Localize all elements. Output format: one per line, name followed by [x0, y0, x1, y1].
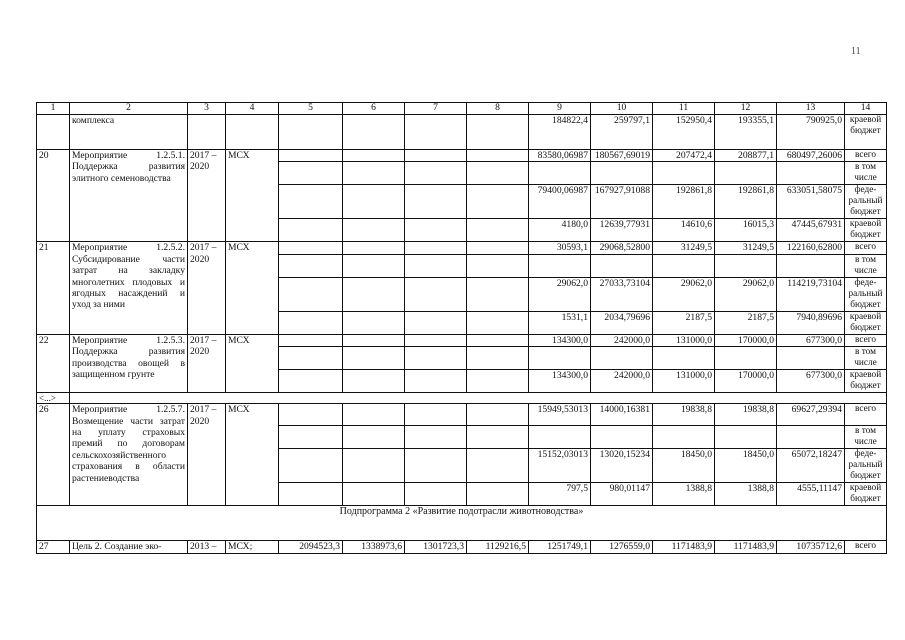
value-cell: 29062,0: [715, 277, 777, 311]
value-cell: 65072,18247: [777, 449, 845, 483]
value-cell: [529, 254, 591, 277]
header-cell: 11: [653, 103, 715, 115]
value-cell: 134300,0: [529, 370, 591, 393]
value-cell: 30593,1: [529, 242, 591, 254]
value-cell: 2187,5: [653, 311, 715, 334]
row-number: 20: [37, 150, 70, 242]
row-number: 26: [37, 404, 70, 506]
period-cell: 2017 – 2020: [188, 334, 226, 392]
header-cell: 7: [405, 103, 467, 115]
value-cell: 170000,0: [715, 370, 777, 393]
value-cell: [653, 162, 715, 185]
value-cell: 83580,06987: [529, 150, 591, 162]
value-cell: 1276559,0: [591, 541, 653, 553]
value-cell: 184822,4: [529, 115, 591, 150]
value-cell: 7940,89696: [777, 311, 845, 334]
budget-type: краевой бюджет: [845, 370, 887, 393]
value-cell: 1531,1: [529, 311, 591, 334]
value-cell: 122160,62800: [777, 242, 845, 254]
value-cell: 29062,0: [653, 277, 715, 311]
value-cell: 2094523,3: [279, 541, 343, 553]
header-cell: 12: [715, 103, 777, 115]
header-cell: 1: [37, 103, 70, 115]
value-cell: [715, 162, 777, 185]
subprogram-title: Подпрограмма 2 «Развитие подотрасли животноводства»: [37, 506, 887, 541]
value-cell: 134300,0: [529, 334, 591, 346]
header-row: [37, 103, 887, 115]
value-cell: 1171483,9: [715, 541, 777, 553]
value-cell: 4180,0: [529, 219, 591, 242]
value-cell: 27033,73104: [591, 277, 653, 311]
header-cell: 8: [467, 103, 529, 115]
budget-type: феде- ральный бюджет: [845, 185, 887, 219]
value-cell: 193355,1: [715, 115, 777, 150]
budget-type: в том числе: [845, 426, 887, 449]
value-cell: [591, 162, 653, 185]
value-cell: 207472,4: [653, 150, 715, 162]
budget-type: краевой бюджет: [845, 311, 887, 334]
header-cell: 13: [777, 103, 845, 115]
value-cell: 980,01147: [591, 483, 653, 506]
value-cell: 29068,52800: [591, 242, 653, 254]
activity-description: Мероприятие 1.2.5.1. Поддержка развития элитного семеноводства: [70, 150, 188, 242]
budget-type: всего: [845, 404, 887, 426]
header-cell: 5: [279, 103, 343, 115]
value-cell: 79400,06987: [529, 185, 591, 219]
period-cell: 2017 – 2020: [188, 242, 226, 334]
value-cell: 4555,11147: [777, 483, 845, 506]
budget-type: краевой бюджет: [845, 483, 887, 506]
value-cell: 14610,6: [653, 219, 715, 242]
value-cell: 180567,69019: [591, 150, 653, 162]
executor-cell: МСХ: [226, 242, 279, 334]
value-cell: 259797,1: [591, 115, 653, 150]
period-cell: 2017 – 2020: [188, 404, 226, 506]
value-cell: 18450,0: [715, 449, 777, 483]
value-cell: [653, 254, 715, 277]
budget-type: краевой бюджет: [845, 115, 887, 150]
activity-description: Мероприятие 1.2.5.2. Субсидирование части затрат на закладку многолетних плодовых и ягодных насаждений и уход за ними: [70, 242, 188, 334]
value-cell: 19838,8: [715, 404, 777, 426]
table-row: [37, 115, 887, 150]
budget-type: краевой бюджет: [845, 219, 887, 242]
value-cell: [591, 347, 653, 370]
row-number: 22: [37, 334, 70, 392]
budget-type: феде- ральный бюджет: [845, 449, 887, 483]
value-cell: 192861,8: [653, 185, 715, 219]
executor-cell: МСХ: [226, 150, 279, 242]
value-cell: 1301723,3: [405, 541, 467, 553]
value-cell: 152950,4: [653, 115, 715, 150]
value-cell: 1171483,9: [653, 541, 715, 553]
value-cell: 10735712,6: [777, 541, 845, 553]
value-cell: [715, 347, 777, 370]
value-cell: [529, 426, 591, 449]
value-cell: 677300,0: [777, 370, 845, 393]
value-cell: 12639,77931: [591, 219, 653, 242]
header-cell: 10: [591, 103, 653, 115]
period-cell: 2013 –: [188, 541, 226, 553]
value-cell: [777, 254, 845, 277]
value-cell: [777, 347, 845, 370]
value-cell: 2187,5: [715, 311, 777, 334]
value-cell: 18450,0: [653, 449, 715, 483]
value-cell: 2034,79696: [591, 311, 653, 334]
value-cell: 242000,0: [591, 370, 653, 393]
value-cell: 15949,53013: [529, 404, 591, 426]
value-cell: 167927,91088: [591, 185, 653, 219]
value-cell: 242000,0: [591, 334, 653, 346]
value-cell: [529, 162, 591, 185]
period-cell: 2017 – 2020: [188, 150, 226, 242]
table-row: [37, 404, 887, 426]
budget-type: всего: [845, 541, 887, 553]
value-cell: [653, 347, 715, 370]
value-cell: 633051,58075: [777, 185, 845, 219]
activity-description: Цель 2. Создание эко-: [70, 541, 188, 553]
subprogram-row: [37, 506, 887, 541]
value-cell: 13020,15234: [591, 449, 653, 483]
activity-description: Мероприятие 1.2.5.3. Поддержка развития производства овощей в защищенном грунте: [70, 334, 188, 392]
value-cell: 677300,0: [777, 334, 845, 346]
budget-type: всего: [845, 242, 887, 254]
value-cell: 31249,5: [653, 242, 715, 254]
header-cell: 9: [529, 103, 591, 115]
value-cell: 16015,3: [715, 219, 777, 242]
value-cell: 69627,29394: [777, 404, 845, 426]
value-cell: 15152,03013: [529, 449, 591, 483]
value-cell: 1338973,6: [343, 541, 405, 553]
value-cell: 790925,0: [777, 115, 845, 150]
budget-type: в том числе: [845, 347, 887, 370]
table-row: [37, 150, 887, 162]
value-cell: [715, 254, 777, 277]
budget-type: всего: [845, 150, 887, 162]
value-cell: 1129216,5: [467, 541, 529, 553]
activity-description: Мероприятие 1.2.5.7. Возмещение части затрат на уплату страховых премий по договорам сельскохозяйственного страхования в области растениеводства: [70, 404, 188, 506]
table-row: [37, 541, 887, 553]
value-cell: [653, 426, 715, 449]
value-cell: 131000,0: [653, 334, 715, 346]
value-cell: 114219,73104: [777, 277, 845, 311]
row-number: 21: [37, 242, 70, 334]
page-number: 11: [851, 46, 861, 57]
value-cell: 208877,1: [715, 150, 777, 162]
value-cell: 31249,5: [715, 242, 777, 254]
activity-description: комплекса: [70, 115, 188, 150]
executor-cell: МСХ: [226, 334, 279, 392]
header-cell: 4: [226, 103, 279, 115]
budget-type: феде- ральный бюджет: [845, 277, 887, 311]
value-cell: 1388,8: [715, 483, 777, 506]
value-cell: 47445,67931: [777, 219, 845, 242]
table-row: [37, 334, 887, 346]
executor-cell: МСХ: [226, 404, 279, 506]
value-cell: [591, 254, 653, 277]
budget-type: в том числе: [845, 162, 887, 185]
value-cell: 1388,8: [653, 483, 715, 506]
value-cell: 1251749,1: [529, 541, 591, 553]
value-cell: 170000,0: [715, 334, 777, 346]
value-cell: [591, 426, 653, 449]
value-cell: [777, 426, 845, 449]
header-cell: 3: [188, 103, 226, 115]
budget-type: в том числе: [845, 254, 887, 277]
budget-table: [36, 102, 887, 554]
header-cell: 2: [70, 103, 188, 115]
value-cell: 14000,16381: [591, 404, 653, 426]
executor-cell: МСХ;: [226, 541, 279, 553]
ellipsis-marker: <...>: [37, 393, 70, 404]
value-cell: [715, 426, 777, 449]
row-number: 27: [37, 541, 70, 553]
value-cell: [529, 347, 591, 370]
ellipsis-row: [37, 393, 887, 404]
value-cell: [777, 162, 845, 185]
value-cell: 192861,8: [715, 185, 777, 219]
value-cell: 797,5: [529, 483, 591, 506]
table-row: [37, 242, 887, 254]
value-cell: 29062,0: [529, 277, 591, 311]
value-cell: 19838,8: [653, 404, 715, 426]
header-cell: 14: [845, 103, 887, 115]
header-cell: 6: [343, 103, 405, 115]
value-cell: 131000,0: [653, 370, 715, 393]
budget-type: всего: [845, 334, 887, 346]
value-cell: 680497,26006: [777, 150, 845, 162]
